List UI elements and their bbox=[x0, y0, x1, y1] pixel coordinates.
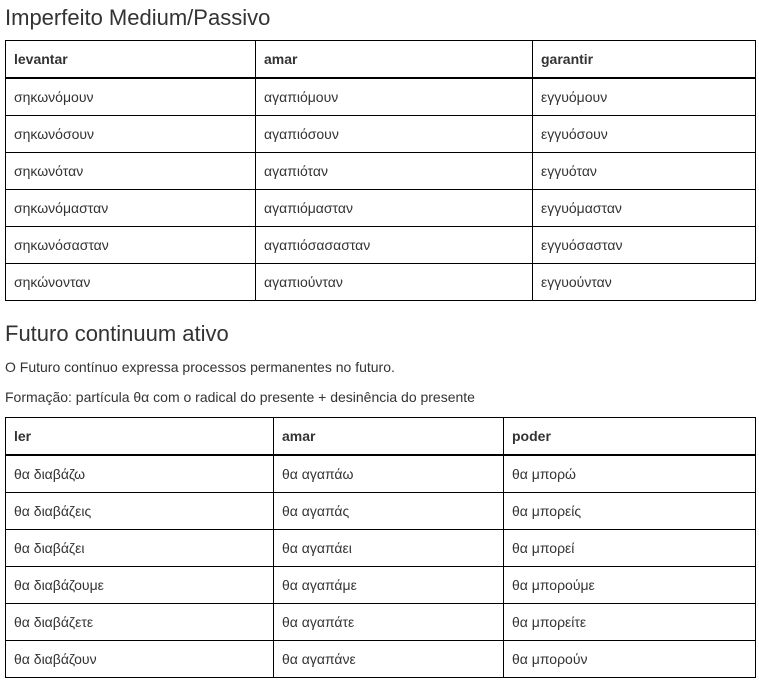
section-title-futuro: Futuro continuum ativo bbox=[5, 321, 229, 346]
table-cell: σηκωνόταν bbox=[6, 153, 256, 190]
table-row bbox=[6, 264, 756, 301]
table-cell: θα αγαπάνε bbox=[274, 641, 504, 678]
conjugation-table-futuro bbox=[5, 417, 756, 678]
table-cell: σηκωνόσουν bbox=[6, 116, 256, 153]
table-cell: εγγυόμουν bbox=[533, 78, 756, 116]
table-cell: σηκωνόμουν bbox=[6, 78, 256, 116]
table-cell: εγγυόσασταν bbox=[533, 227, 756, 264]
table-cell: θα διαβάζουμε bbox=[6, 567, 274, 604]
column-header: amar bbox=[274, 418, 504, 456]
column-header: amar bbox=[256, 41, 533, 79]
table-row bbox=[6, 116, 756, 153]
table-cell: σηκώνονταν bbox=[6, 264, 256, 301]
column-header: ler bbox=[6, 418, 274, 456]
table-cell: θα διαβάζετε bbox=[6, 604, 274, 641]
table-cell: θα μπορείτε bbox=[504, 604, 756, 641]
table-row bbox=[6, 530, 756, 567]
table-header-row bbox=[6, 41, 756, 79]
table-row bbox=[6, 227, 756, 264]
table-cell: θα μπορώ bbox=[504, 455, 756, 493]
table-row bbox=[6, 455, 756, 493]
table-cell: θα αγαπάς bbox=[274, 493, 504, 530]
table-cell: θα διαβάζουν bbox=[6, 641, 274, 678]
table-cell: αγαπιούνταν bbox=[256, 264, 533, 301]
table-cell: σηκωνόσασταν bbox=[6, 227, 256, 264]
section-title-imperfeito: Imperfeito Medium/Passivo bbox=[5, 5, 271, 30]
table-row bbox=[6, 78, 756, 116]
description-paragraph: O Futuro contínuo expressa processos permanentes no futuro. bbox=[5, 359, 395, 375]
table-cell: αγαπιόσουν bbox=[256, 116, 533, 153]
table-row bbox=[6, 604, 756, 641]
table-row bbox=[6, 641, 756, 678]
table-cell: αγαπιόμασταν bbox=[256, 190, 533, 227]
table-cell: θα διαβάζεις bbox=[6, 493, 274, 530]
table-row bbox=[6, 153, 756, 190]
table-cell: θα διαβάζει bbox=[6, 530, 274, 567]
table-cell: σηκωνόμασταν bbox=[6, 190, 256, 227]
table-row bbox=[6, 567, 756, 604]
column-header: levantar bbox=[6, 41, 256, 79]
table-cell: αγαπιόταν bbox=[256, 153, 533, 190]
table-cell: θα μπορεί bbox=[504, 530, 756, 567]
table-row bbox=[6, 493, 756, 530]
formation-paragraph: Formação: partícula θα com o radical do presente + desinência do presente bbox=[5, 389, 475, 405]
table-cell: θα μπορείς bbox=[504, 493, 756, 530]
table-cell: εγγυόταν bbox=[533, 153, 756, 190]
table-cell: εγγυόμασταν bbox=[533, 190, 756, 227]
table-header-row bbox=[6, 418, 756, 456]
table-cell: θα αγαπάει bbox=[274, 530, 504, 567]
table-cell: θα μπορούν bbox=[504, 641, 756, 678]
table-cell: θα διαβάζω bbox=[6, 455, 274, 493]
table-cell: εγγυόσουν bbox=[533, 116, 756, 153]
table-cell: θα αγαπάω bbox=[274, 455, 504, 493]
table-row bbox=[6, 190, 756, 227]
column-header: garantir bbox=[533, 41, 756, 79]
table-cell: αγαπιόσασασταν bbox=[256, 227, 533, 264]
conjugation-table-imperfeito bbox=[5, 40, 756, 301]
table-cell: αγαπιόμουν bbox=[256, 78, 533, 116]
table-cell: θα αγαπάμε bbox=[274, 567, 504, 604]
column-header: poder bbox=[504, 418, 756, 456]
table-cell: θα μπορούμε bbox=[504, 567, 756, 604]
table-cell: εγγυούνταν bbox=[533, 264, 756, 301]
table-cell: θα αγαπάτε bbox=[274, 604, 504, 641]
